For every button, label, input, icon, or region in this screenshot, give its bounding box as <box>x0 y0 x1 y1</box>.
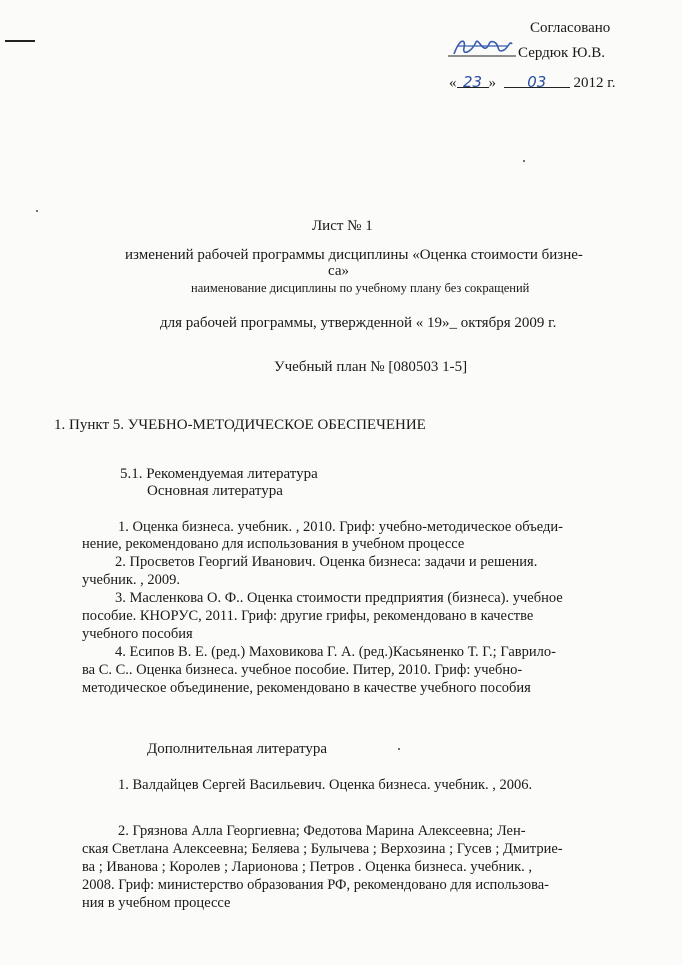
date-month: 03 <box>527 73 547 91</box>
main-lit-line: учебного пособия <box>82 626 193 642</box>
main-lit-line: методическое объединение, рекомендовано в качестве учебного пособия <box>82 680 531 696</box>
extra-literature-title: Дополнительная литература <box>147 741 327 757</box>
extra-lit-line: 2. Грязнова Алла Георгиевна; Федотова Марина Алексеевна; Лен- <box>118 823 526 839</box>
approved-line: для рабочей программы, утвержденной « 19»_ октября 2009 г. <box>160 315 557 331</box>
signature <box>448 34 518 64</box>
date-day: 23 <box>462 73 483 91</box>
extra-lit-line: ская Светлана Алексеевна; Беляева ; Булычева ; Верхозина ; Гусев ; Дмитрие- <box>82 841 563 857</box>
discipline-line-1: изменений рабочей программы дисциплины «Оценка стоимости бизне- <box>125 247 583 263</box>
sheet-title: Лист № 1 <box>312 218 373 234</box>
main-lit-line: нение, рекомендовано для использования в учебном процессе <box>82 536 465 552</box>
approver-name: Сердюк Ю.В. <box>518 45 605 61</box>
main-lit-line: учебник. , 2009. <box>82 572 181 588</box>
extra-lit-line: ния в учебном процессе <box>82 895 231 911</box>
discipline-caption: наименование дисциплины по учебному плану без сокращений <box>191 281 530 295</box>
date-close-quote: » <box>488 75 496 91</box>
extra-lit-line: 1. Валдайцев Сергей Васильевич. Оценка бизнеса. учебник. , 2006. <box>118 777 533 793</box>
main-lit-line: ва С. С.. Оценка бизнеса. учебное пособие. Питер, 2010. Гриф: учебно- <box>82 662 523 678</box>
subheading: 5.1. Рекомендуемая литература <box>120 466 318 482</box>
discipline-line-2: са» <box>328 263 349 279</box>
approval-date <box>449 73 615 92</box>
section-heading: 1. Пункт 5. УЧЕБНО-МЕТОДИЧЕСКОЕ ОБЕСПЕЧЕНИЕ <box>54 417 426 433</box>
main-lit-line: 2. Просветов Георгий Иванович. Оценка бизнеса: задачи и решения. <box>115 554 538 570</box>
main-literature-title: Основная литература <box>147 483 283 499</box>
extra-lit-line: ва ; Иванова ; Королев ; Ларионова ; Петров . Оценка бизнеса. учебник. , <box>82 859 532 875</box>
extra-lit-line: 2008. Гриф: министерство образования РФ, рекомендовано для использова- <box>82 877 549 893</box>
scan-speck <box>523 160 525 162</box>
main-lit-line: 4. Есипов В. Е. (ред.) Маховикова Г. А. (ред.)Касьяненко Т. Г.; Гаврило- <box>115 644 556 660</box>
main-lit-line: 1. Оценка бизнеса. учебник. , 2010. Гриф: учебно-методическое объеди- <box>118 519 563 535</box>
approval-title: Согласовано <box>530 20 611 36</box>
main-lit-line: 3. Масленкова О. Ф.. Оценка стоимости предприятия (бизнеса). учебное <box>115 590 563 606</box>
margin-mark <box>5 40 35 42</box>
plan-line: Учебный план № [080503 1-5] <box>274 359 468 375</box>
main-lit-line: пособие. КНОРУС, 2011. Гриф: другие грифы, рекомендовано в качестве <box>82 608 534 624</box>
date-open-quote: « <box>449 75 457 91</box>
date-year: 2012 г. <box>573 75 616 91</box>
scan-speck <box>36 210 38 212</box>
scan-speck <box>398 748 400 750</box>
